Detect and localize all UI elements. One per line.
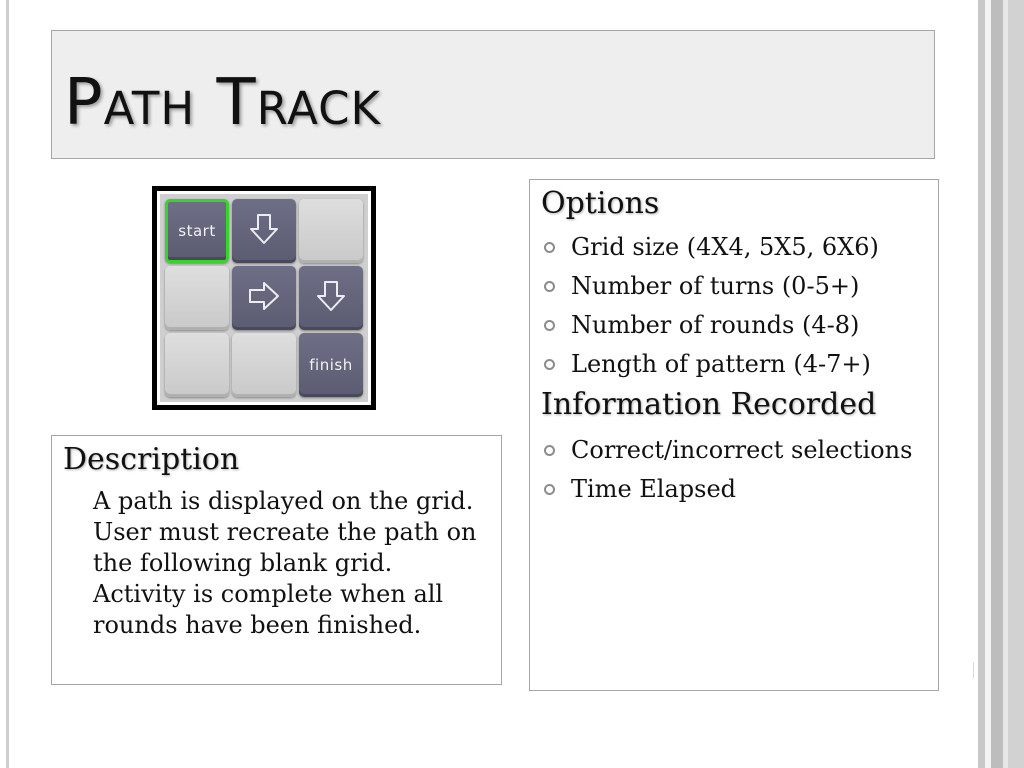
bullet-icon: [544, 281, 555, 292]
blank-tile: [232, 333, 296, 397]
left-rule: [6, 0, 9, 768]
options-list: [541, 228, 879, 384]
slide-title: Path Track: [64, 66, 382, 140]
title-box: [51, 30, 935, 159]
list-item: Grid size (4X4, 5X5, 6X6): [541, 228, 879, 267]
list-item: Number of rounds (4-8): [541, 306, 879, 345]
description-heading: Description: [63, 442, 240, 477]
path-grid: [160, 194, 368, 402]
arrow-tile: [232, 199, 296, 263]
finish-tile: [299, 333, 363, 397]
description-text: A path is displayed on the grid. User must recreate the path on the following blank grid. Activity is complete when all rounds have been finished.: [93, 487, 477, 639]
start-tile: [165, 199, 229, 263]
list-item: Length of pattern (4-7+): [541, 345, 879, 384]
options-heading: Options: [541, 186, 660, 221]
blank-tile: [165, 333, 229, 397]
bullet-icon: [544, 445, 555, 456]
arrow-tile: [299, 266, 363, 330]
arrow-down-icon: [314, 279, 348, 317]
list-item: Correct/incorrect selections: [541, 431, 912, 470]
blank-tile: [165, 266, 229, 330]
bullet-icon: [544, 359, 555, 370]
blank-tile: [299, 199, 363, 263]
divider-mark: [973, 662, 974, 678]
finish-label: finish: [309, 356, 353, 374]
list-item: Time Elapsed: [541, 470, 912, 509]
description-box: [51, 435, 502, 685]
bullet-icon: [544, 242, 555, 253]
bullet-icon: [544, 320, 555, 331]
options-box: [529, 179, 939, 691]
arrow-right-icon: [247, 279, 281, 317]
path-grid-illustration: [152, 186, 376, 410]
decorative-stripes: [978, 0, 1024, 768]
arrow-down-icon: [247, 212, 281, 250]
info-recorded-heading: Information Recorded: [541, 387, 877, 422]
start-label: start: [178, 222, 216, 240]
list-item: Number of turns (0-5+): [541, 267, 879, 306]
bullet-icon: [544, 484, 555, 495]
info-recorded-list: [541, 431, 912, 509]
arrow-tile: [232, 266, 296, 330]
